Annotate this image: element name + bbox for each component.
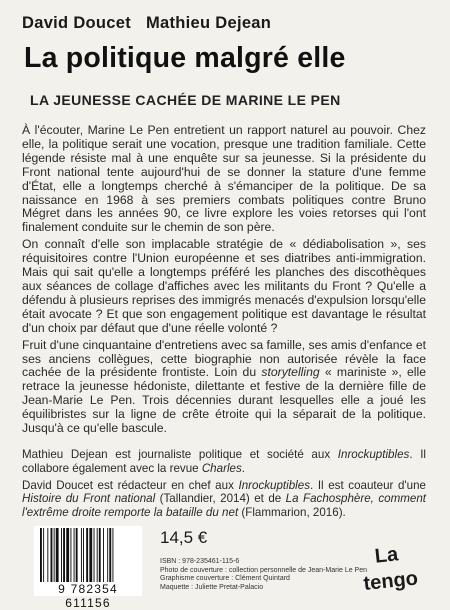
bio-paragraph: David Doucet est rédacteur en chef aux Inrockuptibles. Il est coauteur d'une Histoire du Front national (Tallandier, 2014) et de La Fachosphère, comment l'extrême droite remporte la bataille du net (Flammarion, 2016).	[22, 478, 426, 520]
credit-line: Graphisme couverture : Clément Quintard	[160, 575, 290, 583]
blurb	[22, 124, 426, 439]
blurb-paragraph: À l'écouter, Marine Le Pen entretient un rapport naturel au pouvoir. Chez elle, la politique serait une vocation, presque une tradition familiale. Cette légende résiste mal à une enquête sur sa jeunesse. Si la présidente du Front national tente aujourd'hui de se donner la stature d'une femme d'État, elle a longtemps cherché à s'émanciper de la politique. De sa naissance en 1968 à ses premiers combats politiques contre Bruno Mégret dans les années 90, ce livre explore les voies retorses qui l'ont finalement conduite sur le chemin de son père.	[22, 123, 426, 235]
publisher-logo	[360, 535, 424, 599]
author-name: David Doucet	[22, 14, 132, 32]
credit-line: ISBN : 978-235461-115-6	[160, 558, 240, 565]
bio-paragraph: Mathieu Dejean est journaliste politique et société aux Inrockuptibles. Il collabore également avec la revue Charles.	[22, 448, 426, 475]
barcode	[34, 526, 142, 610]
credits	[160, 558, 380, 592]
author-bios	[22, 448, 426, 523]
book-subtitle: LA JEUNESSE CACHÉE DE MARINE LE PEN	[30, 92, 341, 108]
credit-line: Maquette : Juliette Pretat-Palacio	[160, 583, 264, 591]
emphasis: storytelling	[261, 365, 320, 380]
blurb-paragraph: On connaît d'elle son implacable stratégie de « dédiabolisation », ses réquisitoires contre l'Union européenne et ses diatribes anti-immigration. Mais qui sait qu'elle a longtemps préféré les planches des discothèques aux séances de collage d'affiches avec les militants du Front ? Qu'elle a défendu à plusieurs reprises des immigrés menacés d'expulsion lorsqu'elle était avocate ? Et que son engagement politique est davantage le résultat d'un choix par défaut que d'une réelle volonté ?	[22, 237, 426, 335]
barcode-bars	[34, 526, 142, 584]
authors	[22, 14, 430, 33]
logo-text: tengo	[362, 567, 419, 595]
author-name: Mathieu Dejean	[145, 14, 272, 32]
credit-line: Photo de couverture : collection personnelle de Jean-Marie Le Pen	[160, 566, 368, 574]
blurb-paragraph: Fruit d'une cinquantaine d'entretiens avec sa famille, ses amis d'enfance et ses anciens collègues, cette biographie non autorisée révèle la face cachée de la présidente frontiste. Loin du storytelling « mariniste », elle retrace la jeunesse hédoniste, dilettante et festive de la dernière fille de Jean-Marie Le Pen. Trois décennies durant lesquelles elle a joué les équilibristes sur la ligne de crête étroite qui la séparait de la politique. Jusqu'à ce qu'elle bascule.	[22, 337, 427, 436]
book-title: La politique malgré elle	[24, 42, 346, 74]
logo-text: La	[373, 543, 400, 568]
barcode-number: 9 782354 611156	[34, 582, 142, 596]
price: 14,5 €	[160, 528, 208, 547]
